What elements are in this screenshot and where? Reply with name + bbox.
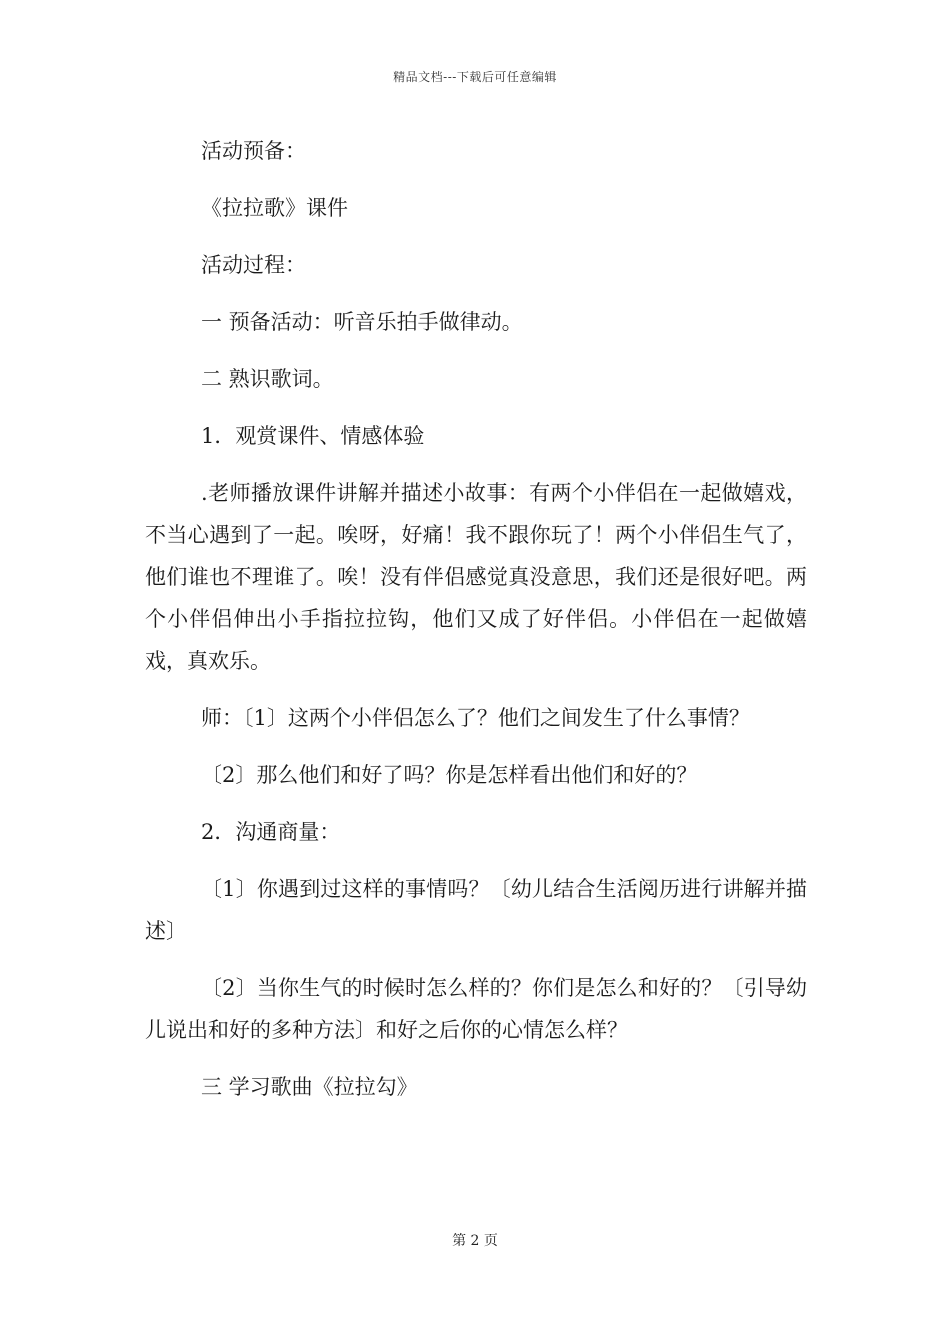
paragraph-courseware: 《拉拉歌》课件 xyxy=(201,196,348,220)
page-number: 第 2 页 xyxy=(452,1233,498,1249)
paragraph-question-2: 〔2〕那么他们和好了吗？你是怎样看出他们和好的？ xyxy=(201,763,698,787)
paragraph-discussion-1: 〔1〕你遇到过这样的事情吗？〔幼儿结合生活阅历进行讲解并描述〕 xyxy=(145,877,807,943)
document-body xyxy=(145,130,807,1123)
paragraph-substep-1: 1．观赏课件、情感体验 xyxy=(201,424,425,448)
section-heading-preparation: 活动预备： xyxy=(201,139,306,163)
paragraph-discussion-2: 〔2〕当你生气的时候时怎么样的？你们是怎么和好的？〔引导幼儿说出和好的多种方法〕和好之后你的心情怎么样？ xyxy=(145,976,807,1042)
page-header: 精品文档---下载后可任意编辑 xyxy=(393,70,557,84)
paragraph-step-two: 二 熟识歌词。 xyxy=(201,367,334,391)
paragraph-substep-2: 2．沟通商量： xyxy=(201,820,341,844)
paragraph-step-three: 三 学习歌曲《拉拉勾》 xyxy=(201,1075,418,1099)
section-heading-process: 活动过程： xyxy=(201,253,306,277)
paragraph-step-one: 一 预备活动：听音乐拍手做律动。 xyxy=(201,310,523,334)
paragraph-story: .老师播放课件讲解并描述小故事：有两个小伴侣在一起做嬉戏，不当心遇到了一起。唉呀，好痛！我不跟你玩了！两个小伴侣生气了，他们谁也不理谁了。唉！没有伴侣感觉真没意思，我们还是很好吧。两个小伴侣伸出小手指拉拉钩，他们又成了好伴侣。小伴侣在一起做嬉戏，真欢乐。 xyxy=(145,481,807,673)
paragraph-question-1: 师：〔1〕这两个小伴侣怎么了？他们之间发生了什么事情？ xyxy=(201,706,750,730)
